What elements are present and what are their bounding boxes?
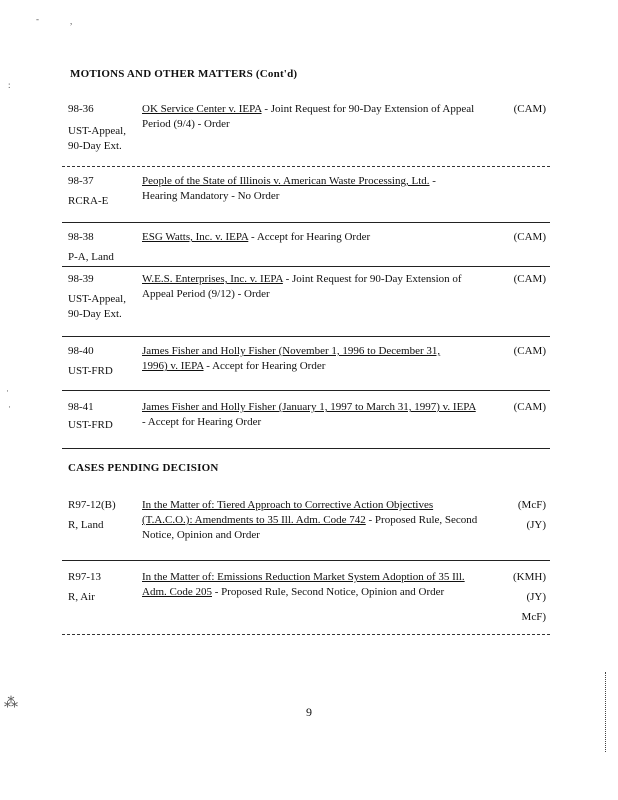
assigned-member: (JY) — [526, 591, 546, 603]
case-type: R, Land — [68, 519, 104, 531]
divider — [62, 336, 550, 337]
assigned-member: (CAM) — [513, 401, 546, 413]
assigned-member: (CAM) — [513, 273, 546, 285]
case-action: - Proposed Rule, Second Notice, Opinion and Order — [211, 586, 445, 598]
case-description — [142, 102, 482, 132]
docket-number: 98-38 — [68, 231, 94, 243]
case-type: R, Air — [68, 591, 95, 603]
case-type: UST-FRD — [68, 365, 113, 377]
case-action: - Hearing Mandatory - No Order — [142, 175, 436, 202]
divider — [62, 222, 550, 223]
divider — [62, 448, 550, 449]
case-title: OK Service Center v. IEPA — [142, 103, 262, 115]
motion-entry — [68, 102, 550, 164]
docket-number: R97-13 — [68, 571, 101, 583]
section-heading-motions — [70, 68, 297, 80]
divider — [62, 390, 550, 391]
case-description — [142, 570, 472, 600]
case-type: UST-Appeal, 90-Day Ext. — [68, 293, 126, 320]
scan-speck: : — [8, 80, 11, 90]
case-type: UST-Appeal, 90-Day Ext. — [68, 125, 126, 152]
page-number: 9 — [306, 705, 312, 719]
divider — [62, 560, 550, 561]
assigned-member: (KMH) — [513, 571, 546, 583]
case-action: - Proposed Rule, Second Notice, Opinion and Order — [142, 514, 478, 541]
motion-entry — [68, 400, 550, 440]
case-description — [142, 400, 482, 430]
case-title: James Fisher and Holly Fisher (January 1, 1997 to March 31, 1997) v. IEPA — [142, 401, 476, 413]
case-description — [142, 174, 472, 204]
motion-entry — [68, 174, 550, 218]
case-type: RCRA-E — [68, 195, 109, 207]
case-action: - Joint Request for 90-Day Extension of Appeal Period (9/12) - Order — [142, 273, 462, 300]
case-description — [142, 272, 482, 302]
case-title: In the Matter of: Tiered Approach to Corrective Action Objectives (T.A.C.O.): Amendments to 35 Ill. Adm. Code 742 — [142, 499, 434, 526]
divider — [62, 166, 550, 167]
scan-speck: , — [70, 16, 73, 26]
assigned-member: (CAM) — [513, 231, 546, 243]
case-title: James Fisher and Holly Fisher (November 1, 1996 to December 31, 1996) v. IEPA — [142, 345, 441, 372]
assigned-member: McF) — [521, 611, 546, 623]
scan-speck: · — [6, 386, 9, 396]
divider — [62, 266, 550, 267]
docket-number: 98-41 — [68, 401, 94, 413]
pending-entry — [68, 570, 550, 632]
case-description — [142, 498, 482, 543]
motions-cont: (Cont'd) — [255, 68, 298, 80]
case-action: - Joint Request for 90-Day Extension of Appeal Period (9/4) - Order — [142, 103, 475, 130]
docket-number: 98-36 — [68, 103, 94, 115]
motions-title: MOTIONS AND OTHER MATTERS — [70, 68, 253, 80]
divider — [62, 634, 550, 635]
pending-entry — [68, 498, 550, 554]
motion-entry — [68, 344, 550, 390]
scan-speck: - — [36, 14, 39, 24]
case-title: W.E.S. Enterprises, Inc. v. IEPA — [142, 273, 283, 285]
scan-speck: ⁂ — [4, 696, 18, 711]
case-title: In the Matter of: Emissions Reduction Market System Adoption of 35 Ill. Adm. Code 205 — [142, 571, 465, 598]
case-title: People of the State of Illinois v. American Waste Processing, Ltd. — [142, 175, 430, 187]
case-description — [142, 230, 482, 245]
case-description — [142, 344, 462, 374]
assigned-member: (JY) — [526, 519, 546, 531]
assigned-member: (McF) — [517, 499, 546, 511]
motion-entry — [68, 272, 550, 334]
case-action: - Accept for Hearing Order — [248, 231, 371, 243]
case-type: UST-FRD — [68, 419, 113, 431]
docket-number: 98-40 — [68, 345, 94, 357]
scan-speck: · — [8, 402, 11, 412]
case-title: ESG Watts, Inc. v. IEPA — [142, 231, 249, 243]
case-action: - Accept for Hearing Order — [203, 360, 326, 372]
case-type: P-A, Land — [68, 251, 114, 263]
assigned-member: (CAM) — [513, 103, 546, 115]
docket-number: 98-37 — [68, 175, 94, 187]
assigned-member: (CAM) — [513, 345, 546, 357]
section-heading-pending: CASES PENDING DECISION — [68, 462, 219, 474]
docket-number: R97-12(B) — [68, 499, 116, 511]
case-action: - Accept for Hearing Order — [142, 416, 262, 428]
motion-entry — [68, 230, 550, 266]
docket-number: 98-39 — [68, 273, 94, 285]
